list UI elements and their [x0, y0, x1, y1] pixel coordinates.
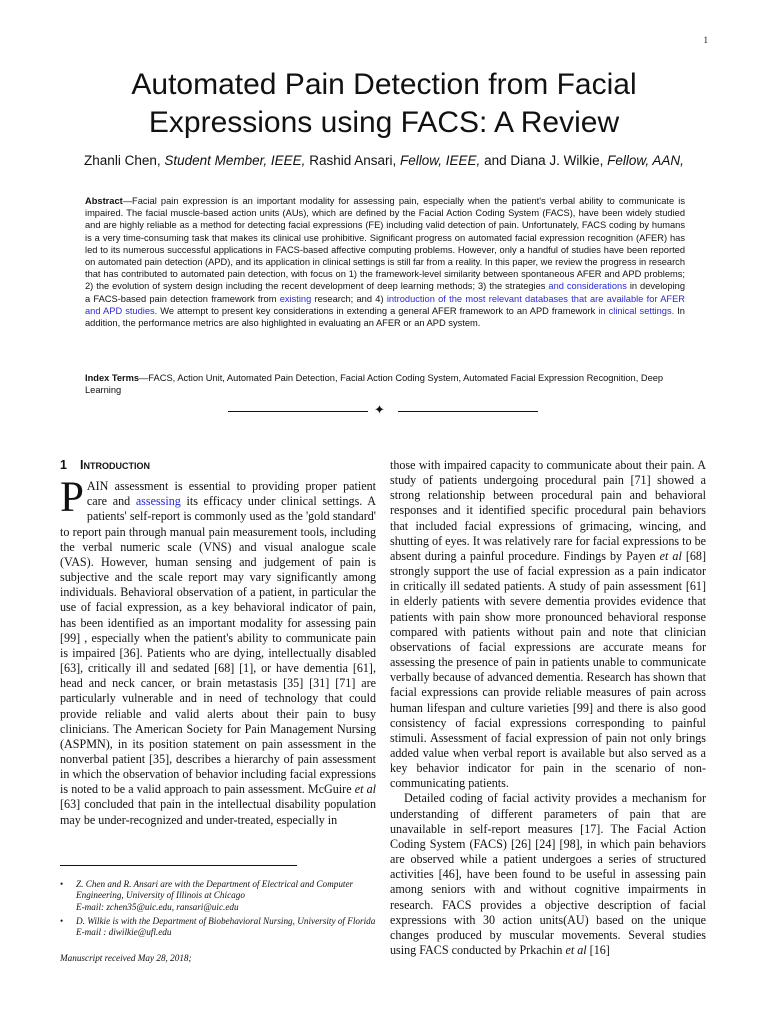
abstract-link-clinical[interactable]: in clinical settings.: [598, 305, 675, 316]
right-p2-etal: et al: [565, 943, 587, 957]
intro-text-1: assessment is essential to providing proper patient care and: [86, 479, 376, 509]
footnote-1: [60, 879, 376, 913]
abstract: [85, 195, 685, 329]
index-terms-label: Index Terms: [85, 373, 140, 383]
abstract-link-existing[interactable]: existing: [279, 293, 312, 304]
right-p1-text-1: those with impaired capacity to communicate about their pain. A study of patients undergoing procedural pain [71] showed a strong relationship between procedural pain and behavioral responses and it identified specific procedural pain behaviors that included facial expressions of grimacing, wincing, and shutting of eyes. It was relatively rare for facial expressions to be absent during a painful procedure. Findings by Payen: [390, 458, 706, 563]
footnote-rule: [60, 865, 297, 866]
abstract-text-5: In addition, the performance metrics are also highlighted in evaluating an AFER or an APD system.: [85, 305, 685, 329]
intro-paragraph-1: [60, 474, 377, 828]
right-p2-text-2: [16]: [586, 943, 610, 957]
divider-star-icon: ✦: [374, 402, 385, 417]
paper-title: [60, 66, 708, 142]
divider-line-right: [398, 411, 538, 412]
section-title: Introduction: [80, 458, 150, 472]
intro-text-3: [63] concluded that pain in the intellectual disability population may be under-recognized and under-treated, especially in: [60, 797, 376, 827]
section-number: 1: [60, 458, 67, 472]
divider-line-left: [228, 411, 368, 412]
title-line-1: Automated Pain Detection from Facial: [131, 68, 637, 101]
intro-text-2: its efficacy under clinical settings. A patients' self-report is commonly used as the 'gold standard' to report pain through manual pain measurement tools, including the verbal numeric scale (VNS) and visual analogue scale (VAS). However, human sensing and judgement of pain is subjective and the scale report may vary significantly among individuals. Behavioral observation of a patient, in particular the use of facial expression, as a key behavioral indicator of pain, has been identified as an important modality for assessing pain [99] , especially when the patient's ability to communicate pain is impaired [36]. Patients who are dying, intellectually disabled [63], critically ill and sedated [68] [1], or have dementia [61], head and neck cancer, or brain metastasis [35] [31] [71] are particularly vulnerable and in need of technology that could provide reliable and valid alerts about their pain to busy clinicians. The American Society for Pain Management Nursing (ASPMN), in its position statement on pain assessment in the nonverbal patient [35], describes a hierarchy of pain assessment in which the observation of behavior including facial expressions is noted to be a valid approach to pain assessment. McGuire: [60, 494, 377, 797]
right-column: [390, 458, 706, 958]
abstract-link-considerations[interactable]: and considerations: [548, 281, 627, 292]
abstract-label: Abstract: [85, 196, 123, 206]
page-number: 1: [703, 35, 708, 45]
index-terms: [85, 372, 685, 396]
right-p1-text-2: [68] strongly support the use of facial expression as a pain indicator in critically ill sedated patients. A study of pain assessment [61] in elderly patients with severe dementia provides evidence that patients with pain show more pronounced behavioral response compared with patients without pain and note that clinician observations of facial expressions are accurate means for assessing the presence of pain in patients unable to communicate verbally because of advanced dementia. Research has shown that facial expressions can provide reliable measures of pain across human lifespan and culture varieties [99] and there is also good consistency of facial expressions corresponding to painful stimuli. Assessment of facial expression of pain not only brings added value when verbal report is available but also served as a key behavior indicator for pain in the scenario of non-communicating patients.: [390, 548, 707, 791]
author-list: [60, 153, 708, 168]
intro-etal: et al: [354, 782, 376, 797]
lead-word: AIN: [86, 479, 109, 494]
footnotes: [60, 879, 376, 941]
abstract-link-databases[interactable]: introduction of the most relevant databases that are available for AFER and APD studies.: [85, 293, 685, 316]
section-heading: [60, 458, 376, 473]
abstract-text-3: research; and 4): [311, 293, 387, 304]
right-p1-etal: et al: [659, 548, 682, 563]
intro-link-assessing[interactable]: assessing: [135, 494, 181, 509]
abstract-dash: —: [122, 196, 133, 206]
manuscript-received: Manuscript received May 28, 2018;: [60, 953, 192, 963]
author-ansari: Rashid Ansari,: [309, 153, 397, 168]
footnote-1-affiliation: Z. Chen and R. Ansari are with the Department of Electrical and Computer Engineering, University of Illinois at Chicago: [76, 879, 354, 901]
author-wilkie: and Diana J. Wilkie,: [484, 153, 604, 168]
author-chen: Zhanli Chen,: [84, 153, 161, 168]
right-paragraph-1: [390, 458, 706, 791]
right-p2-text-1: Detailed coding of facial activity provides a mechanism for understanding of different parameters of pain that are unavailable in self-report measures [17]. The Facial Action Coding System (FACS) [26] [24] [98], in which pain behaviors are observed while a patient undergoes a series of structured activities [46], have been found to be useful in assessing pain among seniors with and without cognitive impairments in research. FACS provides a objective description of facial expressions with 30 action units(AU) based on the unique changes produced by muscular movements. Several studies using FACS conducted by Prkachin: [390, 791, 706, 957]
abstract-text-4: We attempt to present key considerations in extending a general AFER framework to an APD framework: [157, 305, 599, 316]
footnote-2-email[interactable]: E-mail : diwilkie@ufl.edu: [76, 927, 172, 938]
index-terms-text: FACS, Action Unit, Automated Pain Detection, Facial Action Coding System, Automated Facial Expression Recognition, Deep Learning: [85, 373, 664, 396]
right-paragraph-2: [390, 791, 706, 958]
footnote-1-email[interactable]: E-mail: zchen35@uic.edu, ransari@uic.edu: [76, 901, 239, 912]
dropcap-letter: P: [60, 474, 84, 522]
title-line-2: Expressions using FACS: A Review: [148, 106, 620, 139]
index-terms-dash: —: [139, 373, 149, 383]
author-wilkie-role: Fellow, AAN,: [607, 153, 684, 168]
abstract-text-2: in developing a FACS-based pain detection framework from: [85, 281, 686, 304]
author-chen-role: Student Member, IEEE,: [164, 153, 306, 168]
footnote-bullet-2: •: [60, 915, 64, 926]
footnote-2: [60, 916, 376, 939]
left-column: [60, 458, 376, 828]
footnote-2-affiliation: D. Wilkie is with the Department of Biobehavioral Nursing, University of Florida: [76, 915, 376, 926]
abstract-text-1: Facial pain expression is an important modality for assessing pain, especially when the patient's verbal ability to communicate is impaired. The facial muscle-based action units (AUs), which are defined by the Facial Action Coding System (FACS), have been widely studied and are highly reliable as a method for detecting facial expressions (FE) including valid detection of pain. Unfortunately, FACS coding by humans is a very time-consuming task that makes its clinical use prohibitive. Significant progress on automated facial expression recognition (AFER) has led to its numerous successful applications in FACS-based affective computing problems. However, only a handful of studies have been reported on automated pain detection (APD), and its application in clinical settings is still far from a reality. In this paper, we review the progress in research that has contributed to automated pain detection, with focus on 1) the framework-level similarity between spontaneous AFER and APD problems; 2) the evolution of system design including the recent development of deep learning methods; 3) the strategies: [85, 196, 685, 292]
author-ansari-role: Fellow, IEEE,: [400, 153, 481, 168]
footnote-bullet-1: •: [60, 879, 64, 889]
